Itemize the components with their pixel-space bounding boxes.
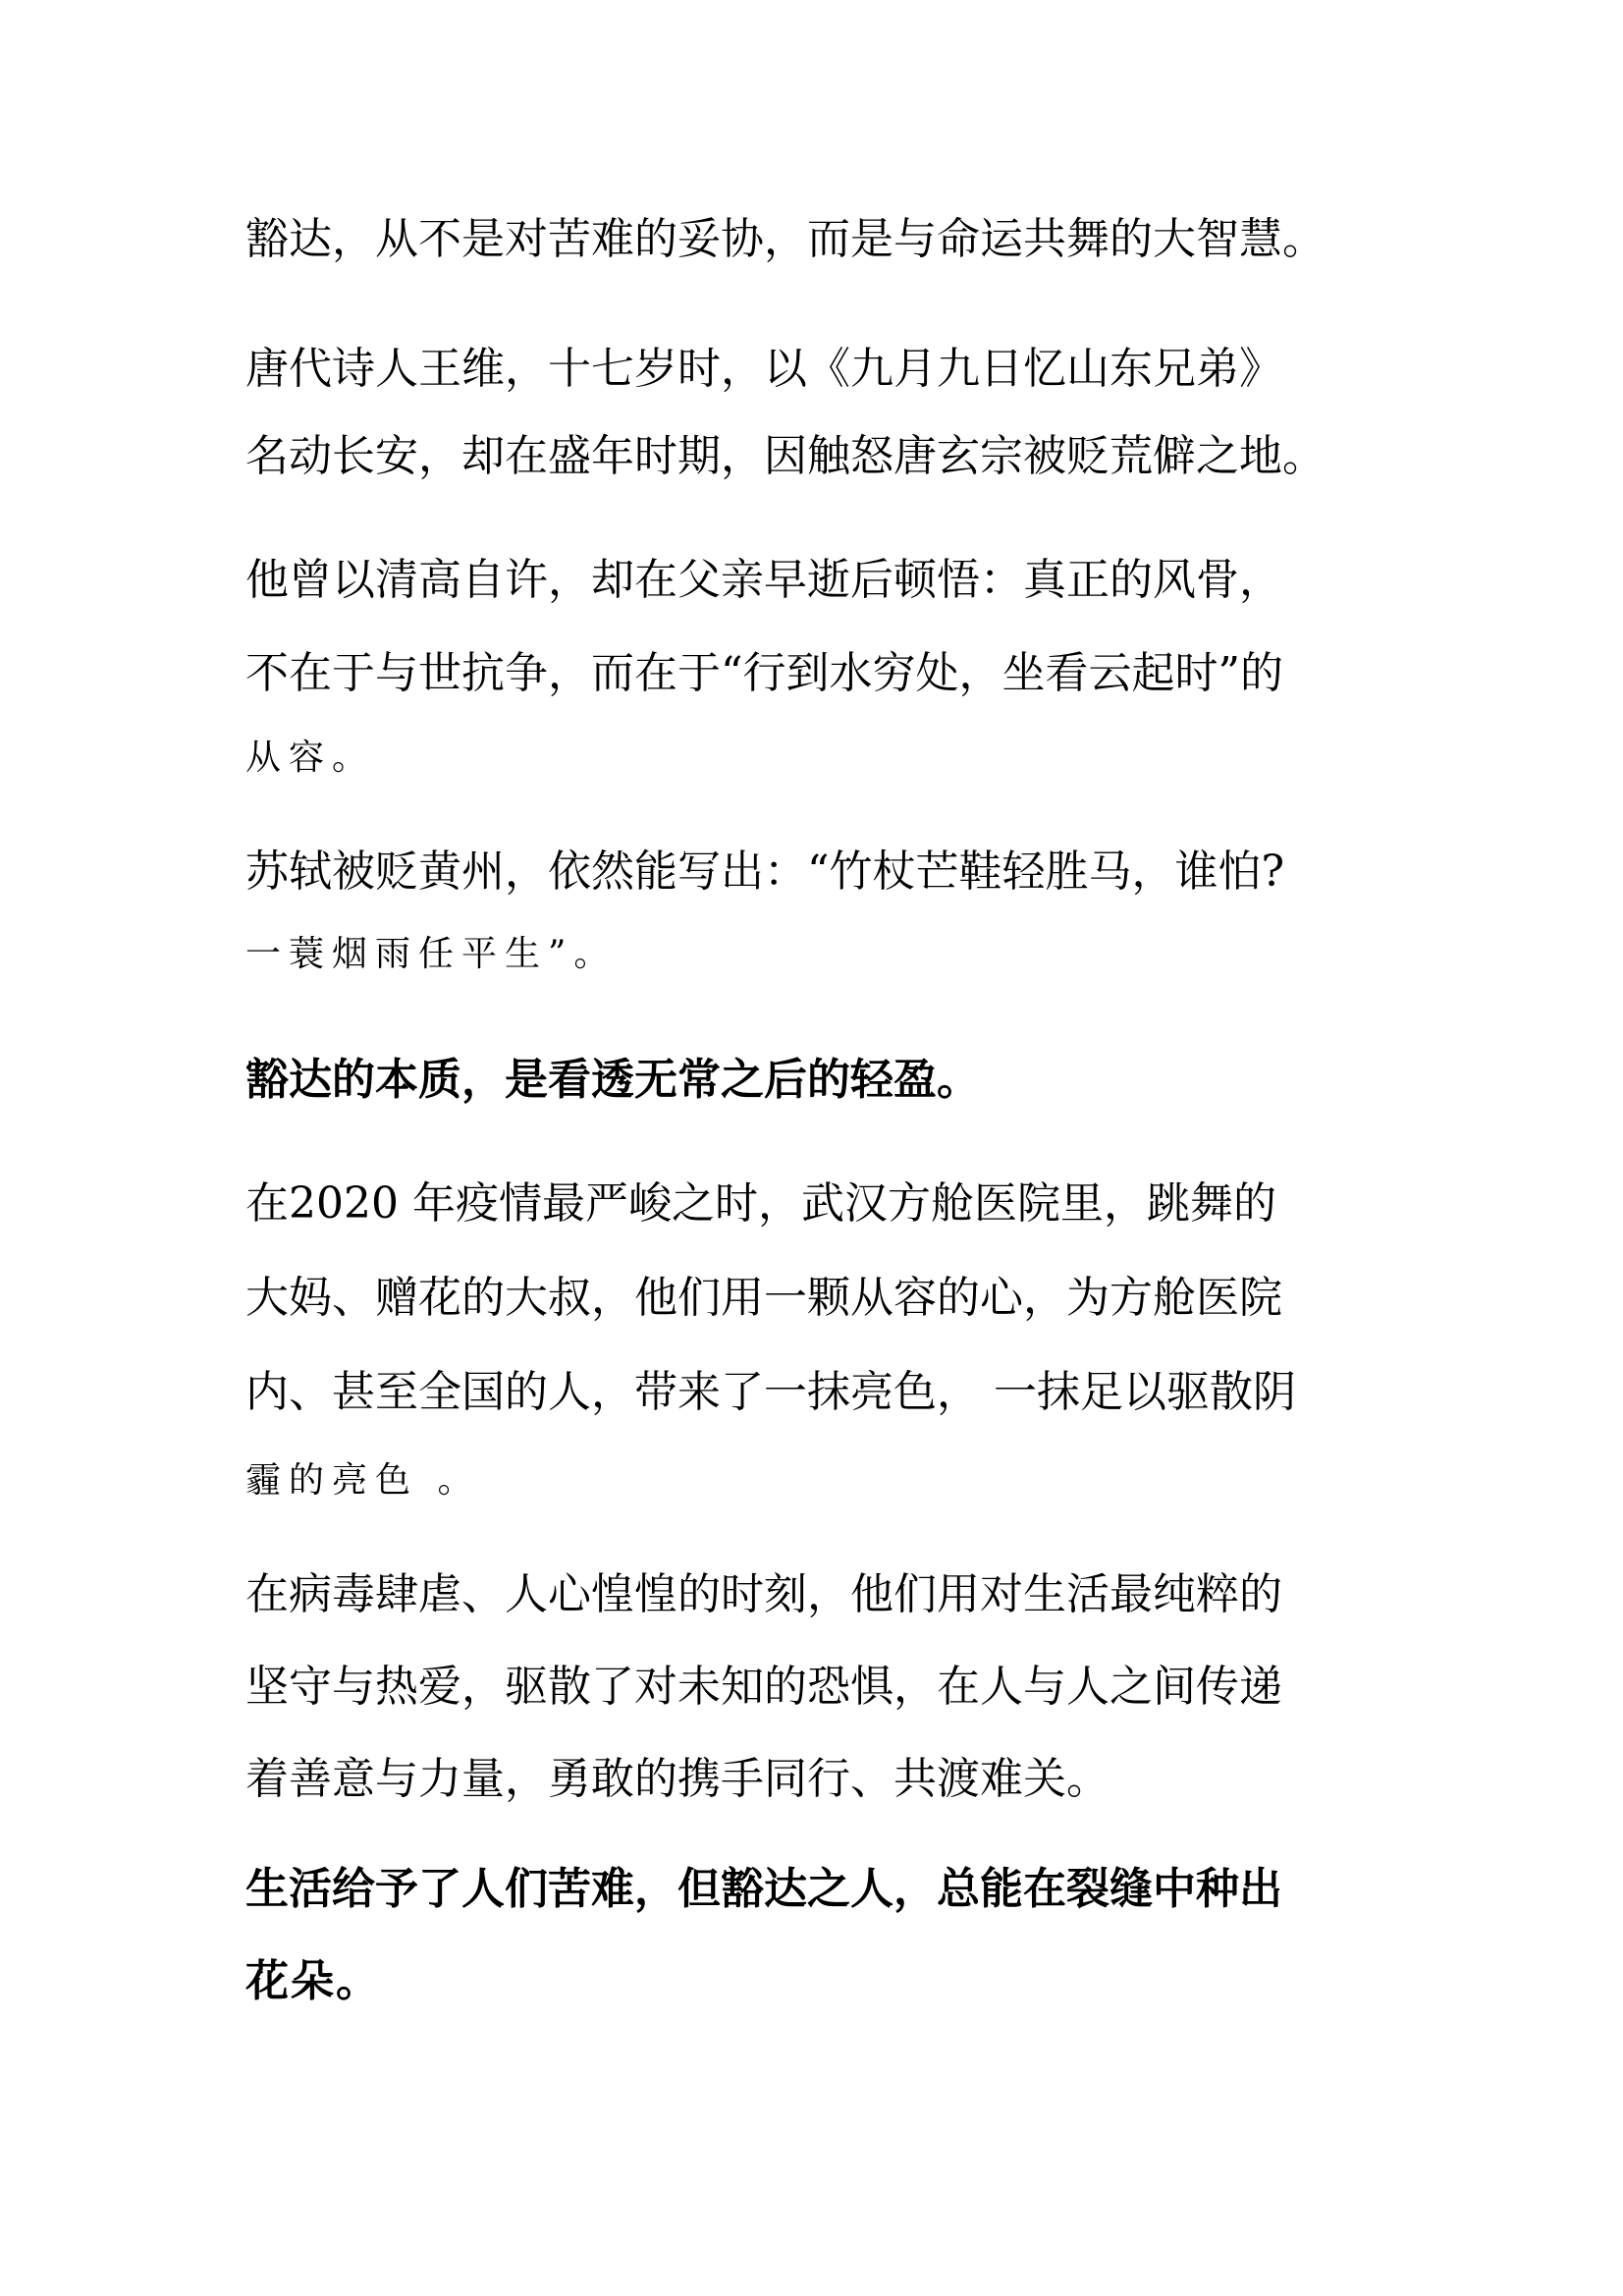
text-line: 苏轼被贬黄州，依然能写出：“竹杖芒鞋轻胜马，谁怕?: [245, 847, 1285, 897]
text-line: 豁达，从不是对苦难的妥协，而是与命运共舞的大智慧。: [245, 214, 1325, 264]
text-line: 在病毒肆虐、人心惶惶的时刻，他们用对生活最纯粹的: [245, 1569, 1282, 1619]
text-line: 霾的亮色 。: [245, 1460, 481, 1501]
paragraph-essence-heading: [245, 1053, 1394, 1108]
paragraph-wuhan-2020: [245, 1176, 1394, 1508]
text-line: 大妈、赠花的大叔，他们用一颗从容的心，为方舱医院: [245, 1273, 1282, 1323]
text-line: 一蓑烟雨任平生”。: [245, 934, 618, 974]
text-line: 从容。: [245, 738, 376, 778]
text-line: 不在于与世抗争，而在于“行到水穷处，坐看云起时”的: [245, 648, 1283, 698]
paragraph-wang-wei: [245, 342, 1394, 484]
text-line: 着善意与力量，勇敢的携手同行、共渡难关。: [245, 1754, 1109, 1804]
text-line: 内、甚至全国的人，带来了一抹亮色， 一抹足以驱散阴: [245, 1367, 1296, 1417]
text-line: 花朵。: [245, 1956, 381, 2006]
text-line: 豁达的本质，是看透无常之后的轻盈。: [245, 1055, 980, 1105]
text-line: 生活给予了人们苦难，但豁达之人，总能在裂缝中种出: [245, 1864, 1282, 1914]
paragraph-pandemic-courage: [245, 1567, 1394, 1807]
text-line: 名动长安，却在盛年时期，因触怒唐玄宗被贬荒僻之地。: [245, 431, 1325, 481]
text-line: 坚守与热爱，驱散了对未知的恐惧，在人与人之间传递: [245, 1662, 1282, 1712]
paragraph-su-shi: [245, 845, 1394, 982]
text-line: 在2020 年疫情最严峻之时，武汉方舱医院里，跳舞的: [245, 1178, 1276, 1229]
text-line: 唐代诗人王维，十七岁时，以《九月九日忆山东兄弟》: [245, 344, 1282, 394]
paragraph-wang-wei-realization: [245, 553, 1394, 786]
text-line: 他曾以清高自许，却在父亲早逝后顿悟：真正的风骨，: [245, 555, 1282, 605]
paragraph-thesis: [245, 212, 1394, 267]
paragraph-conclusion-heading: [245, 1862, 1394, 2009]
